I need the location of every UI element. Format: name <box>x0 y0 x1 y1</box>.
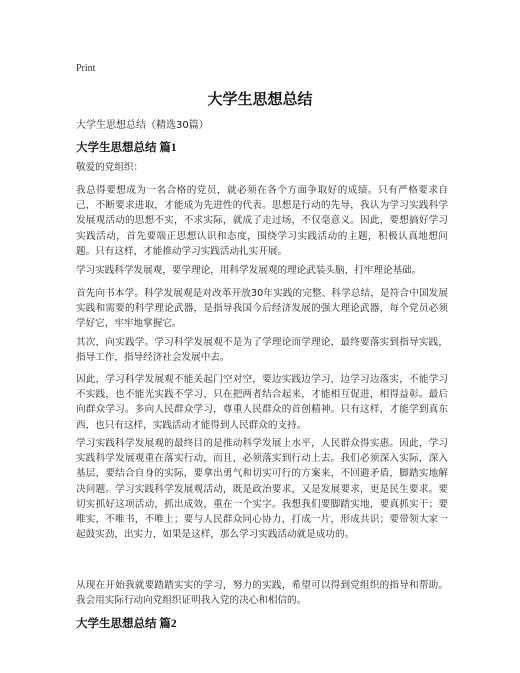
salutation: 敬爱的党组织： <box>76 162 144 173</box>
print-link[interactable]: Print <box>76 63 96 74</box>
section-heading: 大学生思想总结 篇2 <box>76 618 177 630</box>
section-heading: 大学生思想总结 篇1 <box>76 142 177 154</box>
page-title: 大学生思想总结 <box>207 90 313 108</box>
paragraph: 其次，向实践学。学习科学发展观不是为了学理论而学理论，最终要落实到指导实践，指导工作，指导经济社会发展中去。 <box>76 337 448 364</box>
paragraph: 首先向书本学。科学发展观是对改革开放30年实践的完整、科学总结，是符合中国发展实践和需要的科学理论武器，是指导我国今后经济发展的强大理论武器，每个党员必须学好它，牢牢地掌握它。 <box>76 288 448 330</box>
paragraph: 因此，学习科学发展观不能关起门空对空，要边实践边学习，边学习边落实，不能学习不实践，也不能光实践不学习，只在把两者结合起来，才能相互促进，相得益彰。最后向群众学习。多向人民群众学习，尊重人民群众的首创精神。只有这样，才能学到真东西，也只有这样，实践活动才能得到人民群众的支持。 <box>76 374 448 431</box>
paragraph: 我总得要想成为一名合格的党员，就必须在各个方面争取好的成绩。只有严格要求自己，不断要求进取，才能成为先进性的代表。思想是行动的先导，我认为学习实践科学发展观活动的思想不实，不求实际，就成了走过场，不仅毫意义。因此，要想搞好学习实践活动，首先要端正思想认识和态度，围绕学习实践活动的主题，积极认真地想问题。只有这样，才能推动学习实践活动扎实开展。 <box>76 185 448 257</box>
paragraph: 从现在开始我就要踏踏实实的学习，努力的实践，希望可以得到党组织的指导和帮助。我会用实际行动向党组织证明我入党的决心和相信的。 <box>76 580 448 607</box>
page-subtitle: 大学生思想总结（精选30篇） <box>76 120 209 131</box>
paragraph: 学习实践科学发展观的最终目的是推动科学发展上水平，人民群众得实惠。因此，学习实践科学发展观重在落实行动，而且，必须落实到行动上去。我们必须深入实际，深入基层，要结合自身的实际，要拿出勇气和切实可行的方案来，不回避矛盾，脚踏实地解决问题。学习实践科学发展观活动，既是政治要求，又是发展要求，更是民生要求。要切实抓好这项活动，抓出成效，重在一个实字。我想我们要脚踏实地，要真抓实干；要唯实，不唯书，不唯上；要与人民群众同心协力，打成一片，形成共识；要带领大家一起鼓实劲，出实力，如果是这样，那么学习实践活动就是成功的。 <box>76 438 448 541</box>
paragraph: 学习实践科学发展观，要学理论，用科学发展观的理论武装头脑，打牢理论基础。 <box>76 265 422 276</box>
